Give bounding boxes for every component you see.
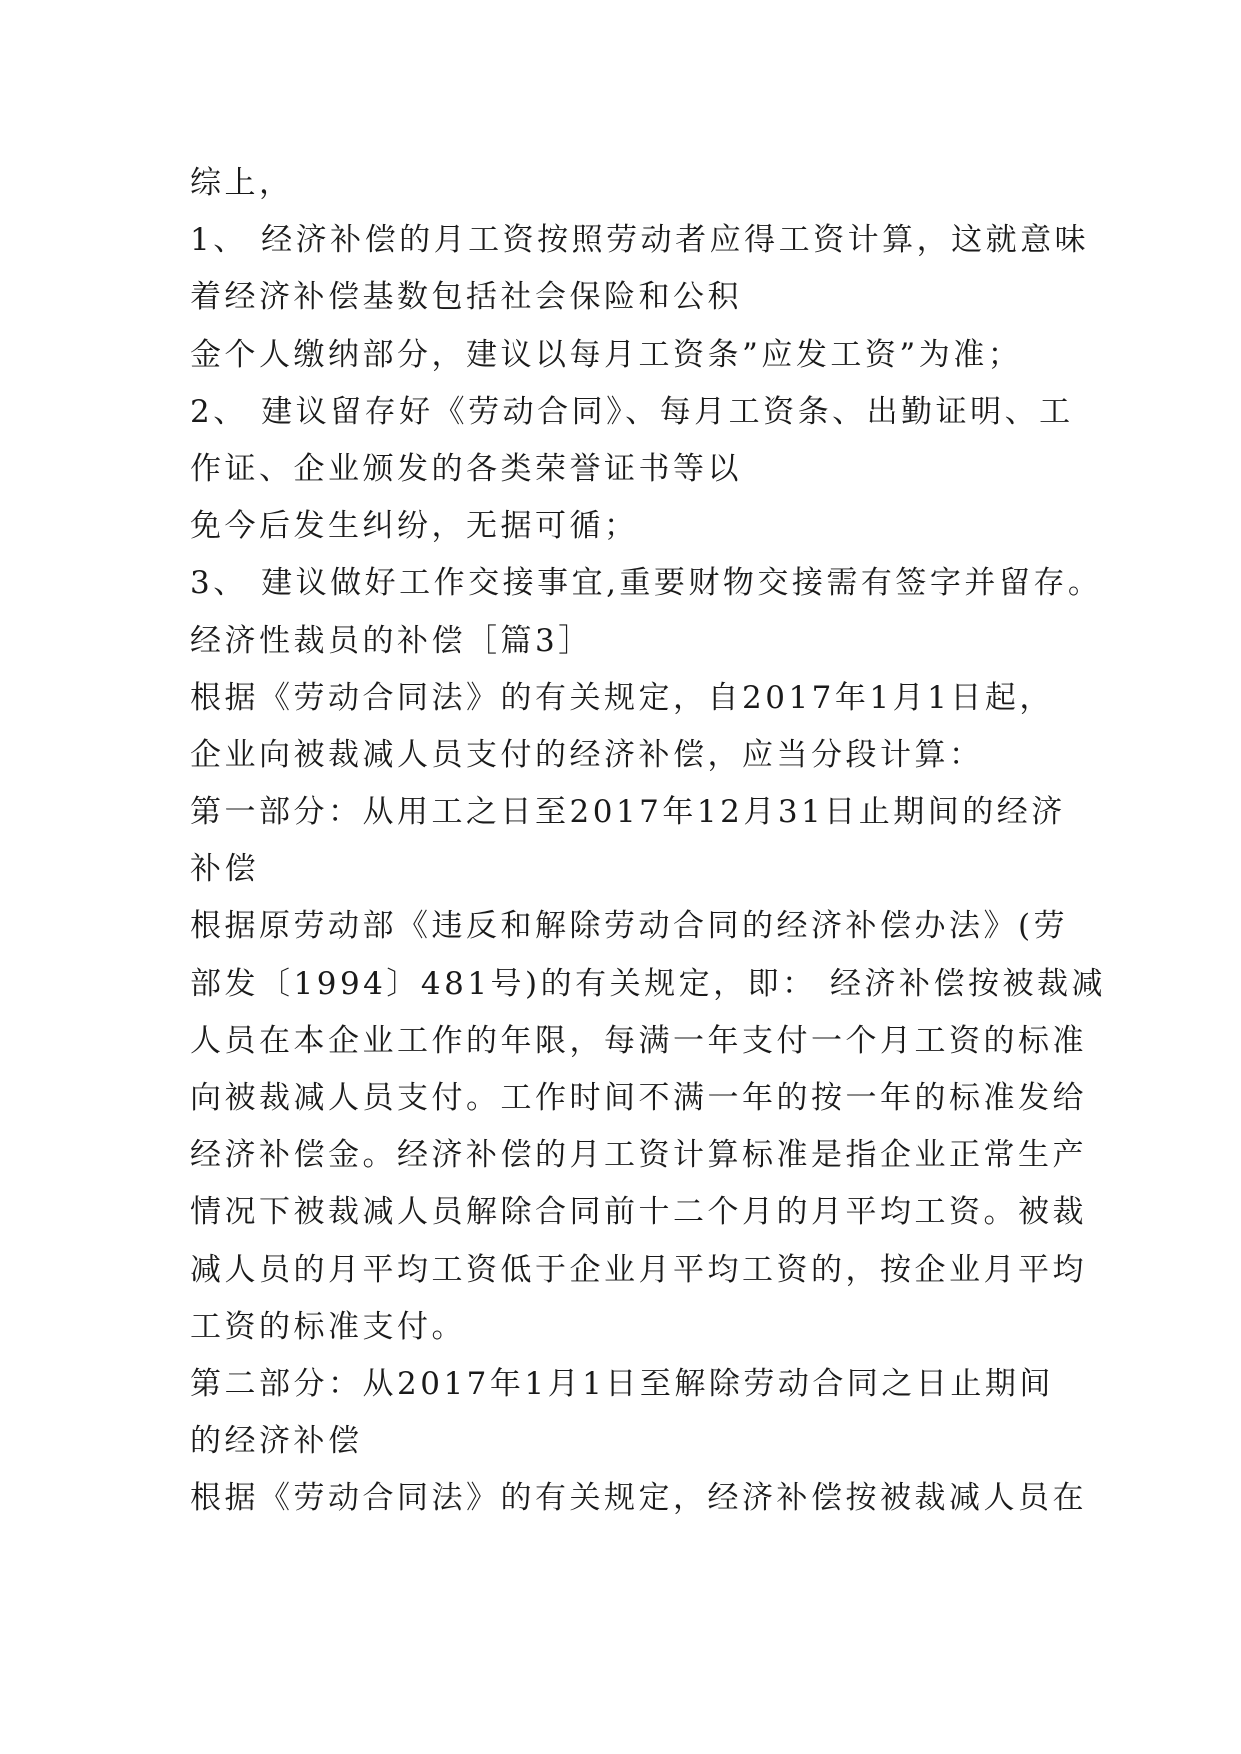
section-heading: 经济性裁员的补偿［篇3］: [190, 622, 593, 659]
text-line: 部发〔1994〕481号)的有关规定，即： 经济补偿按被裁减: [190, 965, 1107, 1002]
text-line: 补偿: [190, 851, 259, 888]
text-line: 第一部分：从用工之日至2017年12月31日止期间的经济: [190, 794, 1066, 831]
text-line: 工资的标准支付。: [190, 1308, 466, 1345]
text-line: 的经济补偿: [190, 1423, 363, 1460]
text-line: 2、 建议留存好《劳动合同》、每月工资条、出勤证明、工: [190, 393, 1074, 430]
text-line: 3、 建议做好工作交接事宜,重要财物交接需有签字并留存。: [190, 565, 1103, 602]
text-line: 综上，: [190, 165, 294, 201]
text-line: 1、 经济补偿的月工资按照劳动者应得工资计算，这就意味: [190, 222, 1090, 259]
text-line: 根据原劳动部《违反和解除劳动合同的经济补偿办法》(劳: [190, 908, 1069, 945]
text-line: 向被裁减人员支付。工作时间不满一年的按一年的标准发给: [190, 1080, 1087, 1116]
text-line: 减人员的月平均工资低于企业月平均工资的，按企业月平均: [190, 1251, 1087, 1288]
text-line: 免今后发生纠纷，无据可循；: [190, 508, 639, 545]
text-line: 经济补偿金。经济补偿的月工资计算标准是指企业正常生产: [190, 1137, 1087, 1174]
text-line: 根据《劳动合同法》的有关规定，自2017年1月1日起，: [190, 679, 1054, 716]
text-line: 金个人缴纳部分，建议以每月工资条”应发工资”为准；: [190, 336, 1023, 373]
text-line: 着经济补偿基数包括社会保险和公积: [190, 279, 742, 316]
text-line: 第二部分：从2017年1月1日至解除劳动合同之日止期间: [190, 1365, 1054, 1402]
text-line: 情况下被裁减人员解除合同前十二个月的月平均工资。被裁: [190, 1194, 1087, 1231]
text-line: 人员在本企业工作的年限，每满一年支付一个月工资的标准: [190, 1022, 1087, 1059]
body-text: [190, 155, 1107, 1528]
text-line: 根据《劳动合同法》的有关规定，经济补偿按被裁减人员在: [190, 1480, 1087, 1517]
text-line: 作证、企业颁发的各类荣誉证书等以: [190, 450, 742, 487]
text-line: 企业向被裁减人员支付的经济补偿，应当分段计算：: [190, 736, 984, 773]
